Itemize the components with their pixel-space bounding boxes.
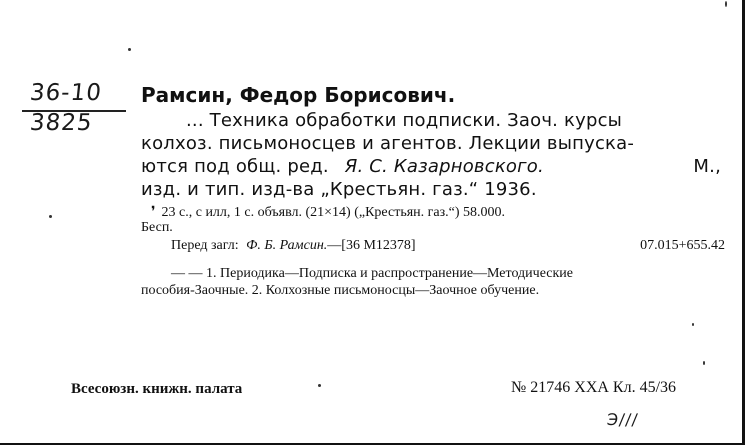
title-line-3-text: ются под общ. ред. [141,156,329,177]
title-line-2: колхоз. письмоносцев и агентов. Лекции выпуска- [141,133,635,154]
scan-speck [703,361,705,365]
subjects-line-1: — — 1. Периодика—Подписка и распространение—Методические [171,266,573,281]
call-number-bottom: 3825 [28,110,94,136]
editor-name: Я. С. Казарновского. [344,156,544,177]
call-number-top: 36-10 [28,80,104,106]
classification-number: 07.015+655.42 [640,238,725,253]
title-line-3 [141,156,721,177]
scan-speck [128,48,131,51]
place-of-publication: М., [693,156,721,177]
card-number: № 21746 ХХА Кл. 45/36 [511,379,677,396]
collation-details: ❜ 23 с., с илл, 1 с. объявл. (21×14) („Крестьян. газ.“) 58.000. [151,205,505,220]
scan-speck [318,384,321,387]
title-line-4: изд. и тип. изд-ва „Крестьян. газ.“ 1936. [141,179,537,200]
title-line-1: ... Техника обработки подписки. Заоч. курсы [186,110,623,131]
scan-speck [725,1,727,7]
scan-speck [49,215,52,218]
before-title-label: Перед загл: [171,238,239,253]
before-title-line [171,238,725,254]
before-title-name: Ф. Б. Рамсин. [246,238,328,253]
handwritten-mark: Э/// [606,410,640,429]
bullet-mark: ❜ [151,205,156,220]
scan-speck [692,323,694,326]
publisher-label: Всесоюзн. книжн. палата [71,381,243,397]
author-heading: Рамсин, Федор Борисович. [141,83,456,107]
subjects-line-2: пособия-Заочные. 2. Колхозные письмоносцы—Заочное обучение. [141,283,540,298]
price-note: Бесп. [141,220,173,235]
record-number: —[36 М12378] [327,238,416,253]
